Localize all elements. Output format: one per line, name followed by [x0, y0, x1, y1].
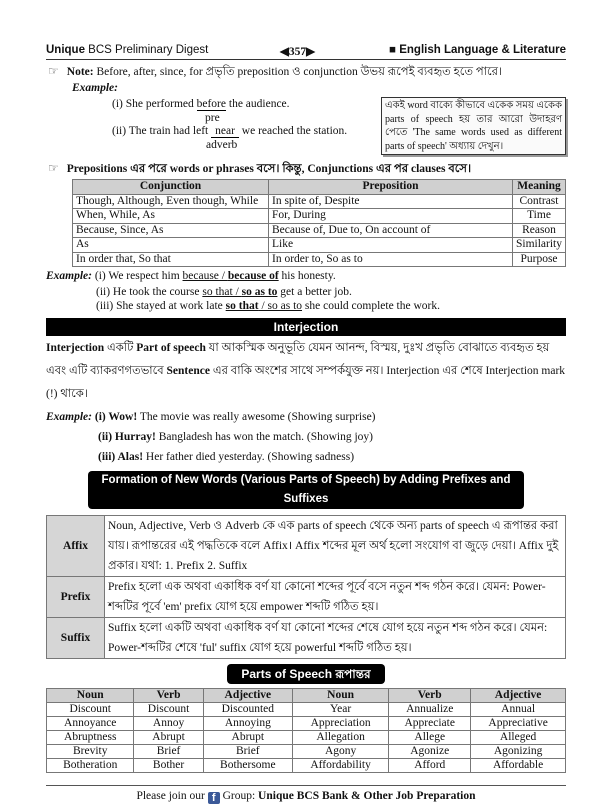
text-span: before	[196, 98, 226, 110]
table-cell: Appreciation	[292, 717, 388, 731]
table-cell: Reason	[513, 223, 566, 238]
table-row	[47, 745, 566, 759]
col-header: Conjunction	[73, 180, 269, 195]
text-span: so as to	[241, 286, 278, 298]
table-cell: In spite of, Despite	[269, 194, 513, 209]
table-cell: Bothersome	[203, 759, 292, 773]
text-span: we reached the station.	[238, 125, 348, 137]
prep-note	[46, 161, 566, 176]
table-cell: Abrupt	[134, 731, 203, 745]
text-span: the audience.	[226, 98, 290, 110]
affix-table	[46, 515, 566, 659]
table-row	[73, 238, 566, 253]
note-line	[46, 64, 566, 79]
table-cell: Agony	[292, 745, 388, 759]
facebook-icon[interactable]: f	[208, 792, 220, 804]
text-span: (ii) The train had left	[112, 125, 212, 137]
text-span: যা আকস্মিক অনুভূতি যেমন আনন্দ, বিস্ময়, দুঃখ প্রভৃতি বোঝাতে ব্যবহৃত হয় এবং এটি	[46, 342, 550, 377]
text-span: ব্যাকরণগতভাবে	[90, 365, 167, 377]
text-span	[47, 689, 566, 703]
table-cell: Brief	[134, 745, 203, 759]
col-header: Noun	[47, 689, 134, 703]
table-cell: Annoyance	[47, 717, 134, 731]
row-label: Prefix	[47, 577, 105, 618]
example-2	[112, 125, 381, 139]
pointing-hand-icon: ☞	[48, 161, 59, 175]
text-span	[72, 82, 118, 94]
text-span	[73, 180, 566, 195]
row-text: Noun, Adjective, Verb ও Adverb কে এক parts of speech থেকে অন্য parts of speech এ রূপান্তর করা যায়। রূপান্তরের এই পদ্ধতিকে বলে Affix। Affix শব্দের মূল অর্থ হলো সংযোগ বা জুড়ে দেয়া। Affix দুই প্রকার। যথা: 1. Prefix 2. Suffix	[105, 516, 566, 577]
text-span: get a better job.	[277, 286, 352, 298]
table-cell: As	[73, 238, 269, 253]
table-row	[47, 703, 566, 717]
text-span: Sentence	[166, 365, 210, 377]
table-cell: Agonizing	[471, 745, 566, 759]
note-examples	[46, 81, 566, 155]
table-cell: Botheration	[47, 759, 134, 773]
tag-adverb: adverb	[206, 138, 238, 151]
table-cell: Annualize	[389, 703, 471, 717]
table-row	[47, 731, 566, 745]
row-label: Affix	[47, 516, 105, 577]
table-cell: When, While, As	[73, 209, 269, 224]
text-span: Group:	[219, 790, 259, 802]
text-span: (i) We respect him	[94, 270, 183, 282]
text-span: (ii) He took the course	[96, 286, 203, 298]
col-header: Meaning	[513, 180, 566, 195]
table-cell: Like	[269, 238, 513, 253]
text-span: (iii) She stayed at work late	[96, 300, 226, 312]
text-span	[47, 577, 566, 618]
table-cell: Discounted	[203, 703, 292, 717]
text-span: Example:	[46, 270, 92, 282]
table-cell: In order to, So as to	[269, 252, 513, 267]
text-span: she could complete the work.	[302, 300, 440, 312]
table-row	[47, 759, 566, 773]
text-span: so that	[225, 300, 259, 312]
table-cell: Annoying	[203, 717, 292, 731]
table-cell: Annual	[471, 703, 566, 717]
table-cell: Brevity	[47, 745, 134, 759]
footer-divider	[46, 785, 566, 786]
brand: Unique	[46, 44, 85, 56]
text-span	[47, 516, 566, 659]
text-span: because of	[227, 270, 279, 282]
pointing-hand-icon: ☞	[48, 64, 59, 78]
text-span: so that /	[202, 286, 242, 298]
col-header: Adjective	[203, 689, 292, 703]
text-span: near	[211, 125, 239, 138]
text-span	[228, 270, 279, 282]
row-text: Prefix হলো এক অথবা একাধিক বর্ণ যা কোনো শব্দের পূর্বে বসে নতুন শব্দ গঠন করে। যেমন: Power-শব্দটির পূর্বে 'em' prefix যোগ হয়ে empower শব্দটি গঠিত হয়।	[105, 577, 566, 618]
text-span: The movie was really awesome (Showing surprise)	[137, 411, 376, 423]
page-content	[46, 64, 566, 804]
table-cell: Appreciate	[389, 717, 471, 731]
table-cell: Because of, Due to, On account of	[269, 223, 513, 238]
text-span: এর বাকি অংশের সাথে সম্পর্কযুক্ত নয়। Interjection এর শেষে Interjection mark (!) থাকে।	[46, 365, 566, 400]
row-text: Suffix হলো একটি অথবা একাধিক বর্ণ যা কোনো শব্দের শেষে যোগ হয়ে নতুন শব্দ গঠন করে। যেমন: Power-শব্দটির শেষে 'ful' suffix যোগ হয়ে powerful শব্দটি গঠিত হয়।	[105, 618, 566, 659]
text-span	[47, 703, 566, 773]
example-1	[112, 98, 381, 112]
text-span: (ii) Hurray!	[98, 431, 156, 443]
col-header: Verb	[134, 689, 203, 703]
table-cell: Purpose	[513, 252, 566, 267]
table-cell: Bother	[134, 759, 203, 773]
interjection-para-2	[46, 365, 565, 400]
text-span: (iii) Alas!	[98, 451, 144, 463]
table-cell: Agonize	[389, 745, 471, 759]
text-span: his honesty.	[278, 270, 336, 282]
interjection-example	[46, 447, 566, 467]
note-examples-left	[46, 81, 381, 152]
footer	[46, 789, 566, 804]
example-label: Example:	[72, 82, 118, 94]
note-text: Before, after, since, for প্রভৃতি preposition ও conjunction উভয় রূপেই ব্যবহৃত হতে পারে।	[93, 66, 503, 78]
text-span: Please join our	[136, 790, 208, 802]
table-cell: Though, Although, Even though, While	[73, 194, 269, 209]
row-label: Suffix	[47, 618, 105, 659]
table-cell: Year	[292, 703, 388, 717]
table-cell: Alleged	[471, 731, 566, 745]
text-span: Bangladesh has won the match. (Showing joy)	[155, 431, 373, 443]
text-span: (i) Wow!	[94, 411, 138, 423]
table-row	[73, 223, 566, 238]
table-cell: Similarity	[513, 238, 566, 253]
col-header: Adjective	[471, 689, 566, 703]
table-cell: Affordable	[471, 759, 566, 773]
table-cell: Abrupt	[203, 731, 292, 745]
table-row	[73, 209, 566, 224]
table-row	[47, 717, 566, 731]
table-row	[73, 194, 566, 209]
text-span: (i) She performed	[112, 98, 197, 110]
conjunction-preposition-table	[72, 179, 566, 267]
example-label: Example:	[46, 411, 92, 423]
table-cell: Allegation	[292, 731, 388, 745]
text-span	[47, 618, 566, 659]
interjection-example	[46, 427, 566, 447]
conj-example-3	[46, 299, 566, 313]
col-header: Preposition	[269, 180, 513, 195]
text-span: Interjection	[46, 342, 105, 354]
text-span	[46, 411, 92, 423]
page-header	[46, 42, 566, 60]
table-cell: Time	[513, 209, 566, 224]
col-header: Noun	[292, 689, 388, 703]
text-span	[73, 180, 566, 195]
section-title: ■ English Language & Literature	[389, 44, 566, 56]
col-header: Verb	[389, 689, 471, 703]
group-link[interactable]: Unique BCS Bank & Other Job Preparation	[258, 790, 476, 802]
text-span: Her father died yesterday. (Showing sadness)	[143, 451, 355, 463]
formation-heading: Formation of New Words (Various Parts of Speech) by Adding Prefixes and Suffixes	[88, 471, 524, 509]
table-cell: Discount	[47, 703, 134, 717]
table-cell: Allege	[389, 731, 471, 745]
table-cell: In order that, So that	[73, 252, 269, 267]
text-span: Part of speech	[136, 342, 206, 354]
text-span	[46, 270, 92, 282]
text-span: একটি	[104, 342, 137, 354]
interjection-paragraph	[46, 337, 566, 406]
text-span: / so as to	[258, 300, 303, 312]
side-note-box: একই word বাক্যে কীভাবে একেক সময় একেক parts of speech হয় তার আরো উদাহরণ পেতে 'The same words used as different parts of speech' অধ্যায় দেখুন।	[381, 97, 566, 155]
table-cell: Abruptness	[47, 731, 134, 745]
table-row	[73, 252, 566, 267]
table-cell: Afford	[389, 759, 471, 773]
text-span	[73, 194, 566, 267]
prep-note-text: Prepositions এর পরে words or phrases বসে। কিন্তু, Conjunctions এর পর clauses বসে।	[66, 163, 472, 175]
table-cell: Appreciative	[471, 717, 566, 731]
text-span	[242, 286, 278, 298]
pos-heading: Parts of Speech রূপান্তর	[227, 664, 385, 684]
table-cell: Contrast	[513, 194, 566, 209]
text-span	[47, 689, 566, 703]
page-number: ◀357▶	[280, 46, 315, 58]
book-title-rest: BCS Preliminary Digest	[84, 44, 209, 56]
interjection-examples	[46, 407, 566, 467]
table-cell: Affordability	[292, 759, 388, 773]
text-span	[226, 300, 259, 312]
conj-example-1	[46, 269, 566, 283]
table-cell: For, During	[269, 209, 513, 224]
table-cell: Because, Since, As	[73, 223, 269, 238]
text-span	[47, 516, 566, 577]
table-cell: Brief	[203, 745, 292, 759]
interjection-example	[46, 407, 566, 427]
note-label: Note:	[66, 66, 94, 78]
parts-of-speech-table	[46, 688, 566, 773]
table-cell: Annoy	[134, 717, 203, 731]
example-lines	[72, 98, 381, 152]
text-span: because /	[182, 270, 228, 282]
book-title	[46, 44, 208, 56]
conj-example-2	[46, 285, 566, 299]
interjection-heading: Interjection	[46, 318, 566, 336]
table-cell: Discount	[134, 703, 203, 717]
tag-pre: pre	[205, 111, 220, 124]
